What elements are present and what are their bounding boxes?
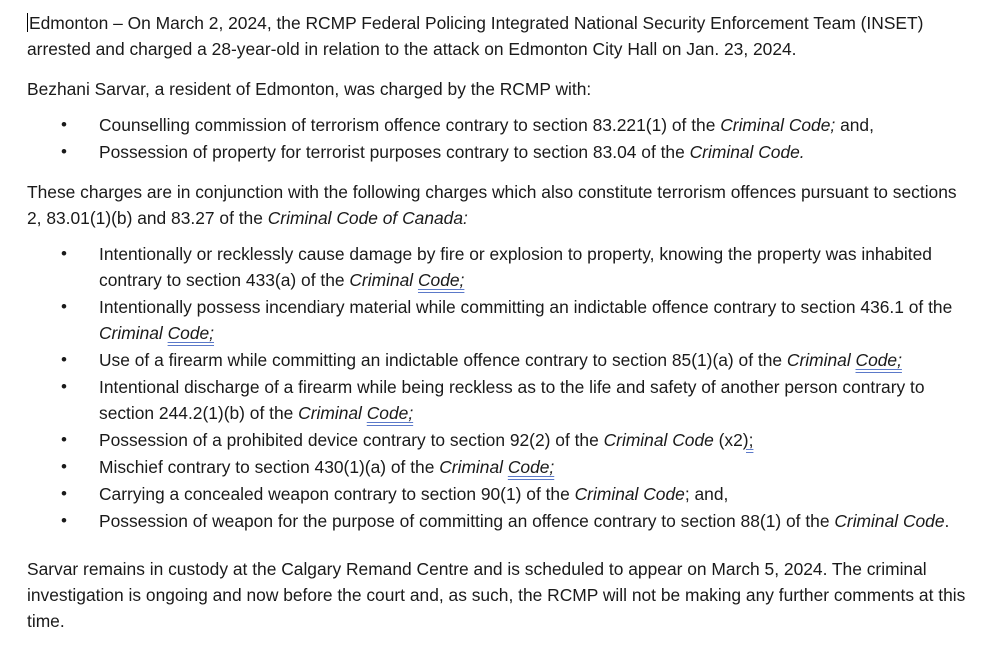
bullet-icon: • xyxy=(61,297,67,316)
closing-text: Sarvar remains in custody at the Calgary Remand Centre and is scheduled to appear on March 5, 2024. The criminal investigation is ongoing and now before the court and, as such, the RCMP will not be making any further comments at this time. xyxy=(27,559,966,631)
bullet-icon: • xyxy=(61,377,67,396)
spellcheck-flagged-text[interactable]: ); xyxy=(742,430,754,450)
list-item: • Intentionally possess incendiary material while committing an indictable offence contrary to section 436.1 of the Criminal Code; xyxy=(27,294,972,346)
intro-paragraph xyxy=(27,10,972,62)
criminal-code-ref: Criminal Code of Canada: xyxy=(267,208,468,228)
list-item: • Intentionally or recklessly cause damage by fire or explosion to property, knowing the property was inhabited contrary to section 433(a) of the Criminal Code; xyxy=(27,241,972,293)
bullet-icon: • xyxy=(61,350,67,369)
criminal-code-ref: Criminal Code; xyxy=(720,115,836,135)
bullet-icon: • xyxy=(61,511,67,530)
secondary-charges-list xyxy=(27,241,972,534)
bullet-icon: • xyxy=(61,142,67,161)
bullet-icon: • xyxy=(61,484,67,503)
spellcheck-flagged-text[interactable]: Code; xyxy=(855,350,902,370)
list-item: • Carrying a concealed weapon contrary to section 90(1) of the Criminal Code; and, xyxy=(27,481,972,507)
document-body[interactable] xyxy=(27,0,972,634)
primary-charges-list xyxy=(27,112,972,165)
list-item: • Mischief contrary to section 430(1)(a) of the Criminal Code; xyxy=(27,454,972,480)
spellcheck-flagged-text[interactable]: Code; xyxy=(507,457,555,477)
criminal-code-ref: Criminal Code. xyxy=(689,142,805,162)
list-item: • Possession of property for terrorist purposes contrary to section 83.04 of the Criminal Code. xyxy=(27,139,972,165)
list-item: • Possession of weapon for the purpose of committing an offence contrary to section 88(1) of the Criminal Code. xyxy=(27,508,972,534)
spellcheck-flagged-text[interactable]: Code; xyxy=(366,403,414,423)
bullet-icon: • xyxy=(61,430,67,449)
list-item: • Possession of a prohibited device contrary to section 92(2) of the Criminal Code (x2); xyxy=(27,427,972,453)
list-item: • Intentional discharge of a firearm while being reckless as to the life and safety of another person contrary to section 244.2(1)(b) of the Criminal Code; xyxy=(27,374,972,426)
closing-paragraph xyxy=(27,556,972,634)
text-cursor xyxy=(27,13,28,32)
intro-text: Edmonton – On March 2, 2024, the RCMP Federal Policing Integrated National Security Enforcement Team (INSET) arrested and charged a 28-year-old in relation to the attack on Edmonton City Hall on Jan. 23, 2024. xyxy=(27,13,924,59)
list-item: • Use of a firearm while committing an indictable offence contrary to section 85(1)(a) of the Criminal Code; xyxy=(27,347,972,373)
spellcheck-flagged-text[interactable]: Code; xyxy=(417,270,465,290)
bullet-icon: • xyxy=(61,457,67,476)
bullet-icon: • xyxy=(61,244,67,263)
list-item: • Counselling commission of terrorism offence contrary to section 83.221(1) of the Criminal Code; and, xyxy=(27,112,972,138)
bullet-icon: • xyxy=(61,115,67,134)
charged-paragraph xyxy=(27,76,972,102)
conjunction-paragraph: These charges are in conjunction with the following charges which also constitute terrorism offences pursuant to sections 2, 83.01(1)(b) and 83.27 of the Criminal Code of Canada: xyxy=(27,182,957,228)
spellcheck-flagged-text[interactable]: Code; xyxy=(167,323,215,343)
charged-text: Bezhani Sarvar, a resident of Edmonton, was charged by the RCMP with: xyxy=(27,79,592,99)
